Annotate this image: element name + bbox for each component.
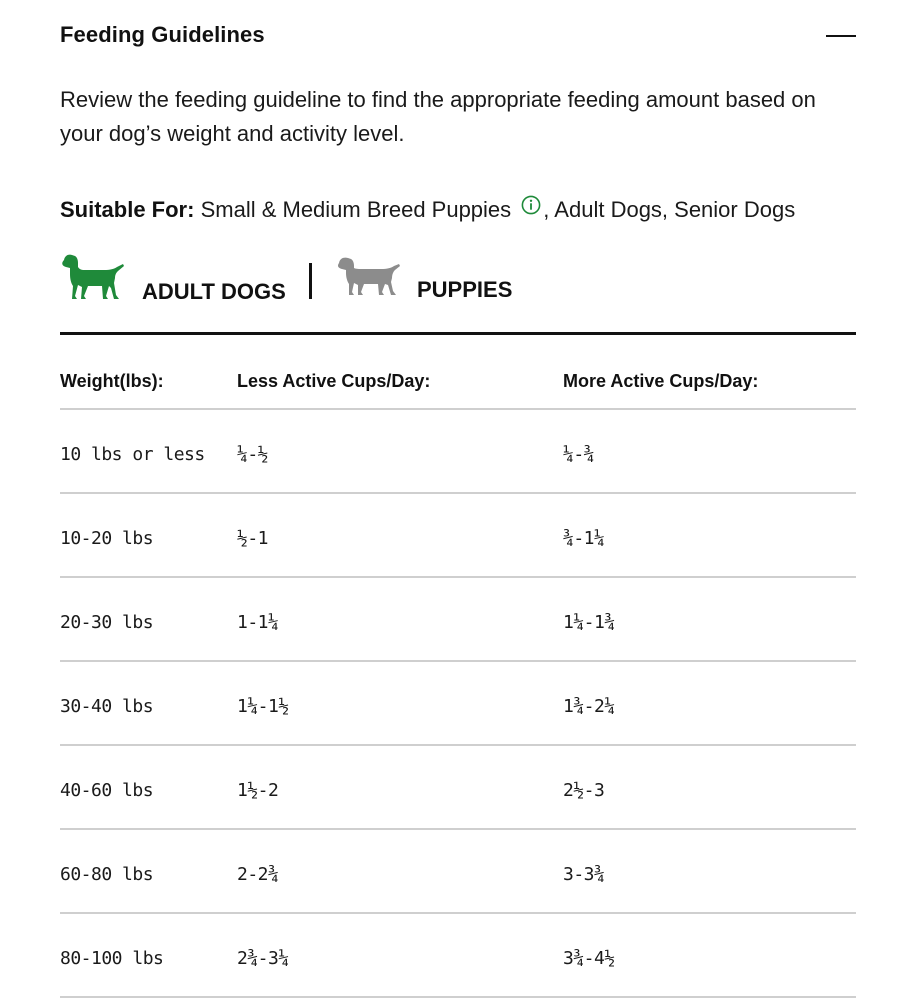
table-row [60,830,856,914]
table-row [60,914,856,998]
cell-more-active: 3¾-4½ [563,948,615,969]
cell-more-active: 2½-3 [563,780,605,801]
cell-more-active: 1¼-1¾ [563,612,615,633]
dog-icon [60,252,126,302]
dog-type-tabs [60,250,856,335]
cell-less-active: 2¾-3¼ [237,948,289,969]
minus-icon [826,35,856,37]
cell-less-active: 1½-2 [237,780,279,801]
suitable-for-puppies: Small & Medium Breed Puppies [200,197,512,222]
tab-puppies[interactable] [336,250,526,310]
suitable-for-label: Suitable For: [60,197,195,222]
header-more-active: More Active Cups/Day: [563,371,759,391]
suitable-for-rest: , Adult Dogs, Senior Dogs [543,197,796,222]
tab-adult-dogs-label: ADULT DOGS [142,279,286,304]
cell-less-active: ¼-½ [237,444,269,465]
table-row [60,662,856,746]
cell-more-active: ¼-¾ [563,444,595,465]
suitable-for-line [60,193,856,227]
cell-weight: 30-40 lbs [60,696,154,717]
cell-weight: 10 lbs or less [60,444,205,465]
section-description: Review the feeding guideline to find the appropriate feeding amount based on your dog’s weight and activity level. [60,87,816,146]
cell-more-active: ¾-1¼ [563,528,605,549]
header-less-active: Less Active Cups/Day: [237,371,431,391]
cell-weight: 40-60 lbs [60,780,154,801]
cell-less-active: 1-1¼ [237,612,279,633]
table-row [60,410,856,494]
cell-weight: 10-20 lbs [60,528,154,549]
section-title: Feeding Guidelines [60,22,265,47]
tab-divider [309,263,312,299]
table-header [60,333,856,410]
tab-puppies-label: PUPPIES [417,277,513,302]
feeding-guidelines-section [60,0,856,969]
cell-more-active: 3-3¾ [563,864,605,885]
cell-weight: 80-100 lbs [60,948,164,969]
table-row [60,578,856,662]
table-row [60,494,856,578]
cell-less-active: 1¼-1½ [237,696,289,717]
tab-adult-dogs[interactable] [60,250,300,310]
cell-less-active: 2-2¾ [237,864,279,885]
info-icon[interactable] [521,195,541,215]
cell-weight: 20-30 lbs [60,612,154,633]
table-row [60,746,856,830]
feeding-table [60,333,856,998]
cell-less-active: ½-1 [237,528,269,549]
collapse-button[interactable] [826,24,856,48]
cell-more-active: 1¾-2¼ [563,696,615,717]
header-weight: Weight(lbs): [60,371,164,391]
dog-icon [336,254,402,298]
section-header[interactable] [60,0,856,72]
cell-weight: 60-80 lbs [60,864,154,885]
